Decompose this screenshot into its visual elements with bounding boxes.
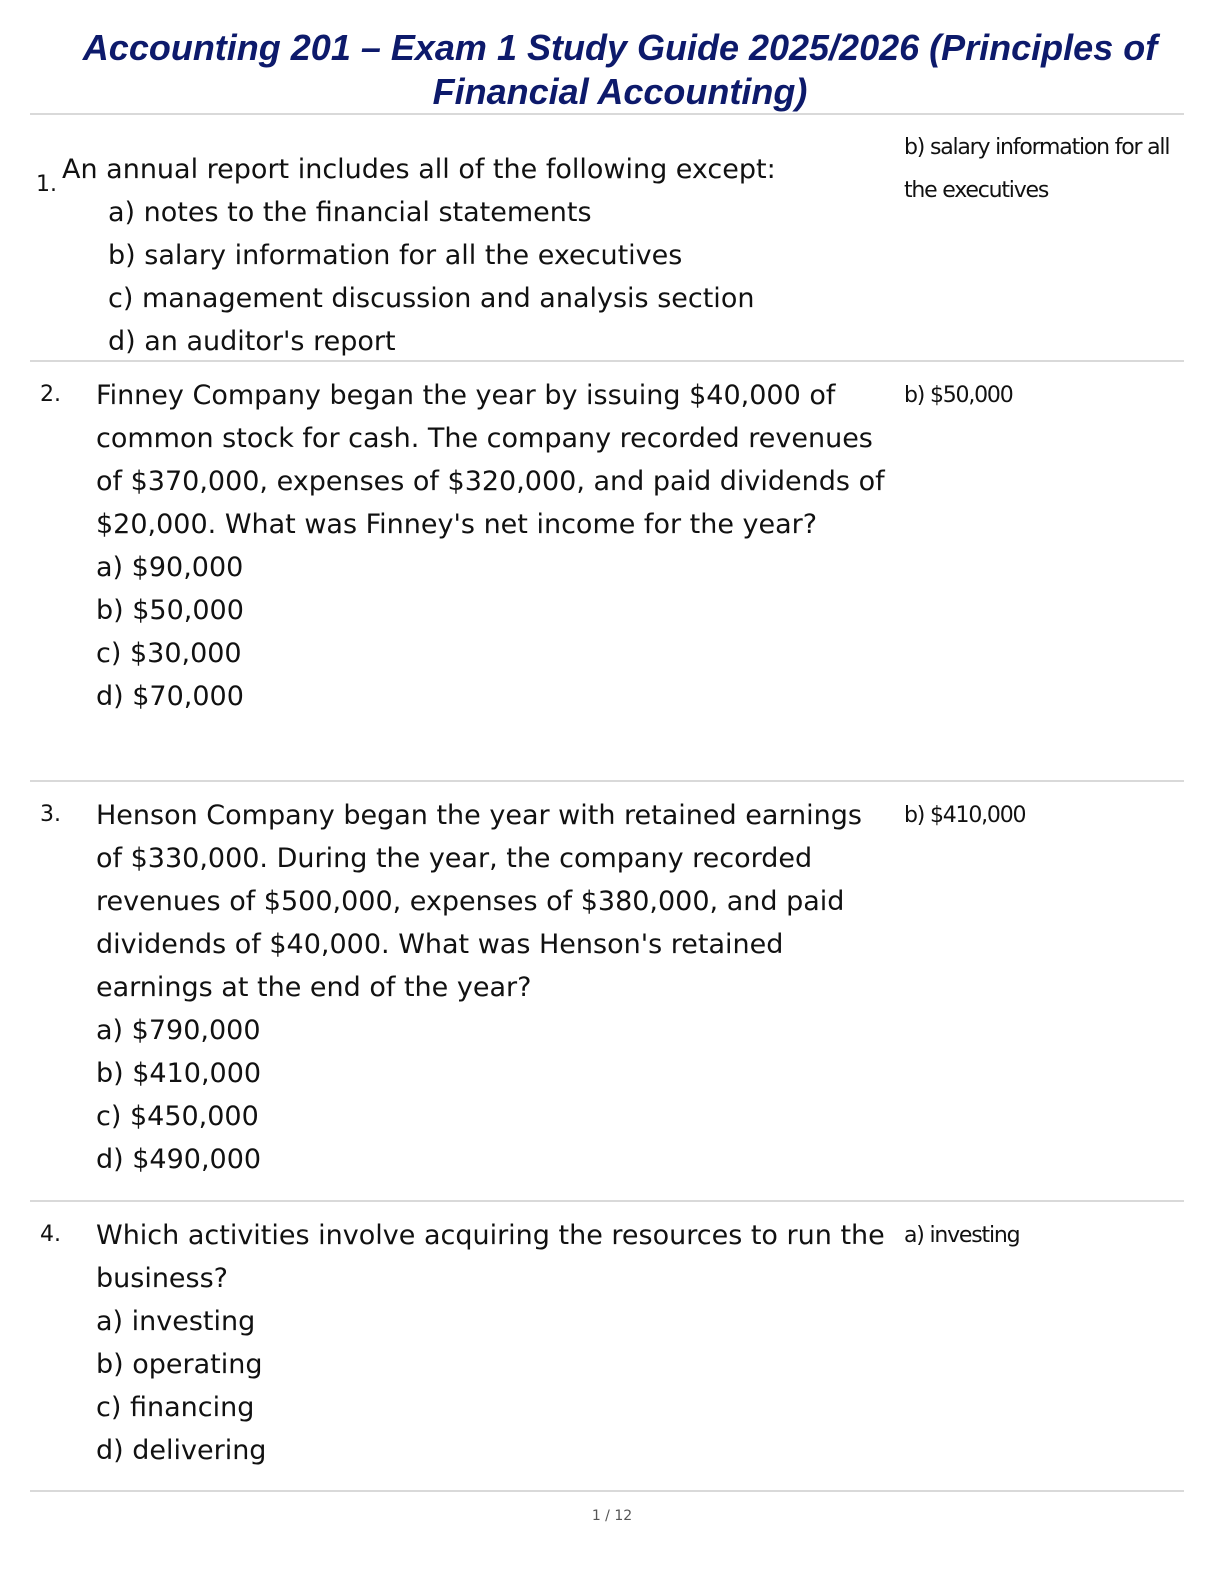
document-title: Accounting 201 – Exam 1 Study Guide 2025/2026 (Principles of Financial Accounting) <box>82 27 1158 112</box>
page-bottom-divider <box>30 1490 1184 1492</box>
title-divider <box>30 113 1184 115</box>
question-number: 2. <box>40 382 61 407</box>
answer-option: b) operating <box>96 1349 263 1380</box>
correct-answer: a) investing <box>904 1223 1020 1248</box>
answer-option: b) salary information for all the executives <box>108 240 683 271</box>
question-1 <box>62 148 862 363</box>
answer-option: a) $90,000 <box>96 552 244 583</box>
answer-option: c) financing <box>96 1392 255 1423</box>
question-2 <box>96 374 896 718</box>
answer-option: d) $70,000 <box>96 681 244 712</box>
question-divider <box>30 780 1184 782</box>
answer-option: d) $490,000 <box>96 1144 262 1175</box>
question-number: 3. <box>40 802 61 827</box>
question-text: Which activities involve acquiring the resources to run the business? <box>96 1220 885 1294</box>
page-indicator: 1 / 12 <box>591 1508 633 1524</box>
answer-option: c) $30,000 <box>96 638 242 669</box>
question-4 <box>96 1214 896 1472</box>
answer-option: b) $410,000 <box>96 1058 262 1089</box>
question-text: Henson Company began the year with retained earnings of $330,000. During the year, the company recorded revenues of $500,000, expenses of $380,000, and paid dividends of $40,000. What was Henson's retained earnings at the end of the year? <box>96 800 862 1003</box>
question-3 <box>96 794 896 1181</box>
answer-option: a) investing <box>96 1306 256 1337</box>
answer-option: c) $450,000 <box>96 1101 259 1132</box>
question-divider <box>30 1200 1184 1202</box>
question-number: 4. <box>40 1222 61 1247</box>
question-text: Finney Company began the year by issuing $40,000 of common stock for cash. The company recorded revenues of $370,000, expenses of $320,000, and paid dividends of $20,000. What was Finney's net income for the year? <box>96 380 885 540</box>
answer-option: a) $790,000 <box>96 1015 261 1046</box>
answer-option: c) management discussion and analysis section <box>108 283 755 314</box>
answer-option: b) $50,000 <box>96 595 244 626</box>
answer-option: a) notes to the financial statements <box>108 197 592 228</box>
answer-option: d) delivering <box>96 1435 267 1466</box>
correct-answer: b) $50,000 <box>904 383 1013 408</box>
question-divider <box>30 360 1184 362</box>
correct-answer: b) $410,000 <box>904 803 1026 828</box>
answer-option: d) an auditor's report <box>108 326 396 357</box>
question-number: 1. <box>36 172 57 197</box>
question-text: An annual report includes all of the following except: <box>62 154 776 185</box>
correct-answer: b) salary information for all the executives <box>904 135 1170 203</box>
